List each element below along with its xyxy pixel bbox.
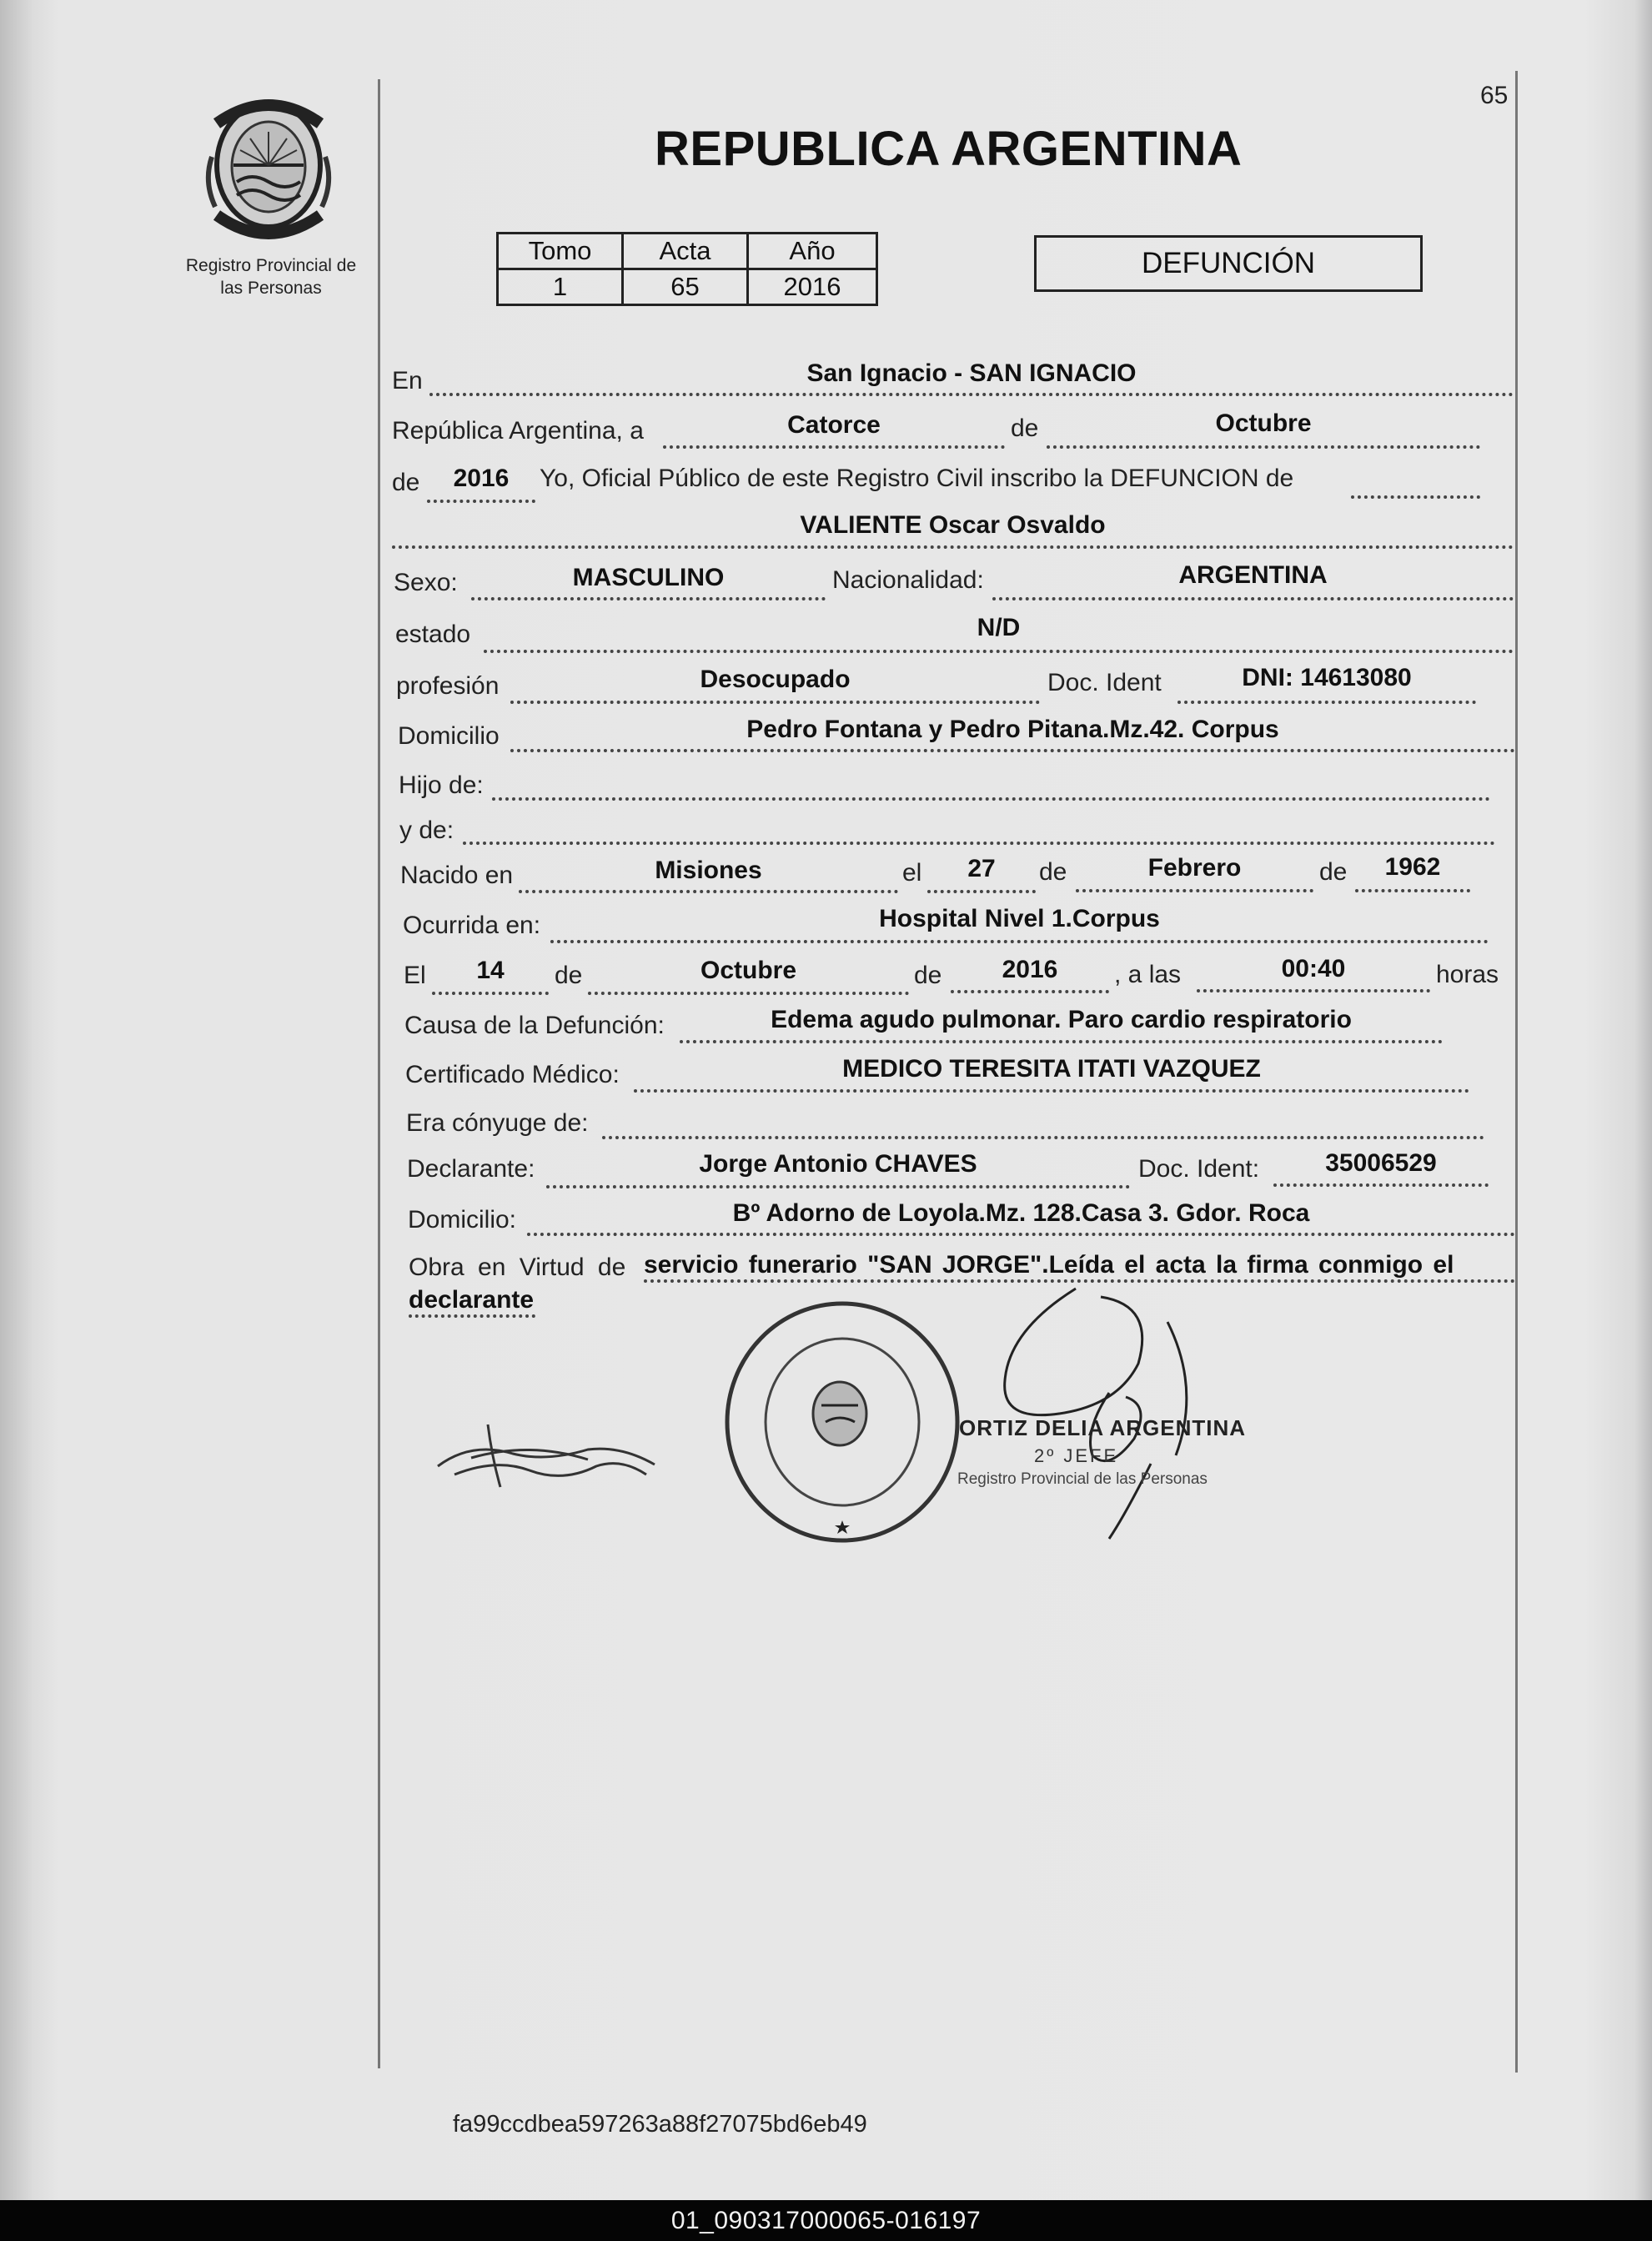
estado-value: N/D [977,614,1021,641]
profesion-value: Desocupado [700,666,851,693]
sexo-label: Sexo: [394,569,458,596]
en-label: En [392,367,423,394]
certificado-value: MEDICO TERESITA ITATI VAZQUEZ [842,1055,1261,1083]
ocurrida-label: Ocurrida en: [403,912,541,939]
main-title: REPUBLICA ARGENTINA [655,122,1243,176]
declarante-value: Jorge Antonio CHAVES [699,1150,977,1178]
def-de2-label: de [914,962,942,989]
mes-de-label: de [1011,415,1039,442]
document-hash: fa99ccdbea597263a88f27075bd6eb49 [453,2111,867,2138]
decl-doc-value: 35006529 [1325,1149,1437,1177]
acta-table-header-row [498,234,877,269]
nacido-de2-label: de [1319,858,1348,886]
acta-header-anio: Año [748,234,877,269]
decl-doc-label: Doc. Ident: [1138,1155,1260,1183]
anio-value: 2016 [453,465,510,492]
obra-value-2: declarante [409,1286,535,1314]
estado-label: estado [395,621,471,648]
acta-table-value-row [498,269,877,305]
declarante-label: Declarante: [407,1155,535,1183]
def-dia-value: 14 [476,957,505,984]
yde-blank [463,813,1495,845]
def-el-label: El [404,962,426,989]
document-type-box: DEFUNCIÓN [1034,235,1423,292]
alas-label: , a las [1114,961,1182,988]
anio-de-label: de [392,469,420,496]
obra-value-1: servicio funerario "SAN JORGE".Leída el acta la firma conmigo el [644,1251,1454,1279]
right-margin-line [1515,71,1518,2073]
doc-value: DNI: 14613080 [1242,664,1412,691]
registry-seal-icon [721,1297,963,1547]
registry-caption-line2: las Personas [220,279,322,298]
domicilio-label: Domicilio [398,722,500,750]
nacido-label: Nacido en [400,862,514,889]
left-margin-line [378,79,380,2068]
acta-table [496,232,878,306]
hijo-blank [492,769,1490,801]
doc-label: Doc. Ident [1047,669,1162,696]
nacido-lugar-value: Misiones [655,857,762,884]
decl-domicilio-label: Domicilio: [408,1206,517,1234]
nacionalidad-value: ARGENTINA [1178,561,1328,589]
sexo-value: MASCULINO [572,564,725,591]
ocurrida-value: Hospital Nivel 1.Corpus [879,905,1160,932]
nombre-value: VALIENTE Oscar Osvaldo [800,511,1106,539]
barcode-id: 01_090317000065-016197 [670,2207,982,2234]
nacido-el-label: el [902,859,922,887]
province-emblem-icon [200,90,338,242]
nacido-dia-value: 27 [967,855,996,882]
def-anio-value: 2016 [1002,956,1058,983]
dia-texto-value: Catorce [787,411,881,439]
inscribo-blank [1351,467,1480,499]
horas-label: horas [1436,961,1499,988]
def-mes-value: Octubre [700,957,797,984]
conyuge-blank [602,1108,1484,1139]
acta-value-acta: 65 [623,269,748,305]
inscribo-text: Yo, Oficial Público de este Registro Civil inscribo la DEFUNCION de [540,465,1294,492]
official-stamp-title: 2º JEFE [1034,1445,1119,1466]
republica-label: República Argentina, a [392,417,644,445]
acta-value-tomo: 1 [498,269,623,305]
causa-value: Edema agudo pulmonar. Paro cardio respiratorio [771,1006,1352,1033]
nacido-de-label: de [1039,858,1067,886]
yde-label: y de: [399,817,454,844]
decl-domicilio-value: Bº Adorno de Loyola.Mz. 128.Casa 3. Gdor. Roca [732,1199,1310,1227]
page-number: 65 [1480,82,1509,109]
hora-value: 00:40 [1281,955,1346,982]
registry-caption [171,254,371,299]
domicilio-value: Pedro Fontana y Pedro Pitana.Mz.42. Corpus [746,716,1279,743]
def-de-label: de [555,962,583,989]
acta-header-acta: Acta [623,234,748,269]
nacionalidad-label: Nacionalidad: [832,566,984,594]
official-stamp-org: Registro Provincial de las Personas [957,1470,1208,1488]
certificado-label: Certificado Médico: [405,1061,620,1088]
official-signature-icon [984,1272,1234,1555]
causa-label: Causa de la Defunción: [404,1012,665,1039]
lugar-value: San Ignacio - SAN IGNACIO [806,359,1137,387]
nacido-mes-value: Febrero [1147,854,1242,882]
conyuge-label: Era cónyuge de: [406,1109,589,1137]
obra-label: Obra en Virtud de [409,1254,626,1281]
acta-value-anio: 2016 [748,269,877,305]
acta-header-tomo: Tomo [498,234,623,269]
registry-caption-line1: Registro Provincial de [185,256,357,275]
mes-value: Octubre [1215,410,1312,437]
profesion-label: profesión [396,672,500,700]
hijo-label: Hijo de: [399,771,484,799]
nacido-anio-value: 1962 [1384,853,1441,881]
official-stamp-name: ORTIZ DELIA ARGENTINA [959,1415,1247,1440]
declarant-signature-icon [421,1408,671,1500]
